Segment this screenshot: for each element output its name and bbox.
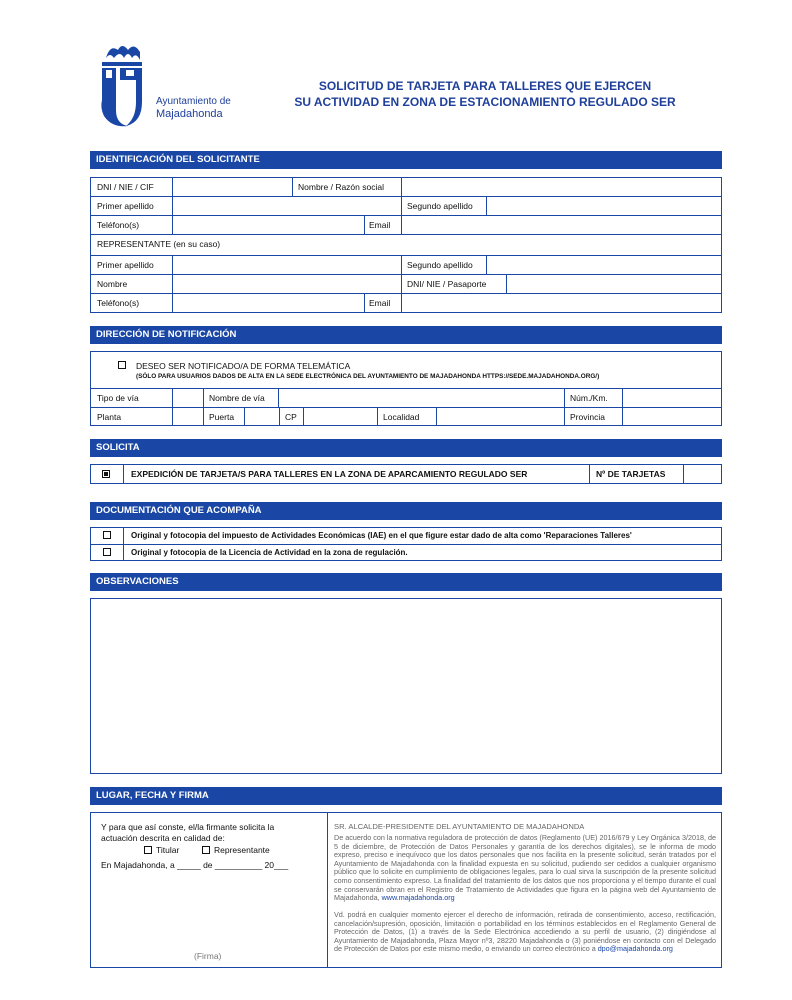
label-doc-iae: Original y fotocopia del impuesto de Actividades Económicas (IAE) en el que figure estar dado de alta como 'Reparaciones Talleres' [131,531,632,540]
telematica-note: (SÓLO PARA USUARIOS DADOS DE ALTA EN LA SEDE ELECTRÓNICA DEL AYUNTAMIENTO DE MAJADAHONDA HTTPS://SEDE.MAJADAHONDA.ORG/) [136,373,600,380]
telematica-checkbox[interactable] [118,361,126,369]
doc-iae-checkbox[interactable] [103,531,111,539]
primer-apellido-field[interactable] [173,197,400,214]
email-field[interactable] [402,216,721,233]
alcalde-label: SR. ALCALDE-PRESIDENTE DEL AYUNTAMIENTO DE MAJADAHONDA [334,822,585,831]
rep-primer-apellido-field[interactable] [173,256,400,273]
section-header-direccion: DIRECCIÓN DE NOTIFICACIÓN [90,326,722,344]
label-planta: Planta [97,412,122,422]
label-localidad: Localidad [383,412,420,422]
label-telematica: DESEO SER NOTIFICADO/A DE FORMA TELEMÁTICA [136,361,351,371]
firma-intro-line2: actuación descrita en calidad de: [101,833,225,843]
provincia-field[interactable] [623,408,721,425]
label-rep-nombre: Nombre [97,279,128,289]
label-segundo-apellido: Segundo apellido [407,201,473,211]
tipo-via-field[interactable] [173,389,202,406]
label-rep-telefono: Teléfono(s) [97,298,140,308]
firma-label: (Firma) [194,951,222,961]
rep-nombre-field[interactable] [173,275,400,292]
section-header-observaciones: OBSERVACIONES [90,573,722,591]
legal-text-1: De acuerdo con la normativa reguladora de protección de datos (Reglamento (UE) 2016/679 y Ley Orgánica 3/2018, de 5 de diciembre, de Protección de Datos Personales y garantía de los derechos digitales), se le informa de modo expreso, preciso e inequívoco que los datos personales que nos facilita en la presente solicitud, serán tratados por el Ayuntamiento de Majadahonda con la finalidad expuesta en su solicitud, pudiendo ser cedidos a cualquier organismo público que lo solicite en cumplimiento de obligaciones legales, para lo cual sirva la suscripción de la presente solicitud como consentimiento expreso. La finalidad del tratamiento de los datos que nos proporciona y el tiempo durante el cual se conservarán obran en el Registro de Tratamiento de Actividades que figura en la página web del Ayuntamiento de Majadahonda, www.majadahonda.org [334,833,716,903]
label-rep-dni: DNI/ NIE / Pasaporte [407,279,487,289]
logo-text-line1: Ayuntamiento de [156,96,231,107]
label-num-km: Núm./Km. [570,393,608,403]
label-representante-firma: Representante [214,845,270,855]
section-header-firma: LUGAR, FECHA Y FIRMA [90,787,722,805]
label-nombre-via: Nombre de vía [209,393,265,403]
doc-licencia-checkbox[interactable] [103,548,111,556]
label-rep-segundo-apellido: Segundo apellido [407,260,473,270]
dpo-email-link[interactable]: dpo@majadahonda.org [597,944,673,954]
nombre-razon-field[interactable] [402,178,721,195]
telefono-field[interactable] [173,216,363,233]
label-rep-email: Email [369,298,391,308]
municipal-logo-icon [96,40,152,130]
logo-text-line2: Majadahonda [156,108,223,120]
expedicion-checkbox[interactable] [102,470,110,478]
localidad-field[interactable] [437,408,563,425]
observaciones-textarea[interactable] [90,598,722,774]
page-title-line2: SU ACTIVIDAD EN ZONA DE ESTACIONAMIENTO REGULADO SER [294,95,676,109]
label-cp: CP [285,412,297,422]
label-telefono: Teléfono(s) [97,220,140,230]
firma-intro-line1: Y para que así conste, el/la firmante solicita la [101,822,275,832]
label-puerta: Puerta [209,412,235,422]
section-header-solicita: SOLICITA [90,439,722,457]
rep-dni-field[interactable] [507,275,721,292]
cp-field[interactable] [304,408,376,425]
label-num-tarjetas: Nº DE TARJETAS [596,469,666,479]
section-header-documentacion: DOCUMENTACIÓN QUE ACOMPAÑA [90,502,722,520]
label-doc-licencia: Original y fotocopia de la Licencia de Actividad en la zona de regulación. [131,548,408,557]
dni-field[interactable] [173,178,291,195]
label-provincia: Provincia [570,412,605,422]
page-title-line1: SOLICITUD DE TARJETA PARA TALLERES QUE EJERCEN [318,79,652,93]
label-representante: REPRESENTANTE (en su caso) [97,239,221,249]
rep-segundo-apellido-field[interactable] [487,256,721,273]
nombre-via-field[interactable] [279,389,563,406]
legal-text-2: Vd. podrá en cualquier momento ejercer el derecho de información, retirada de consentimiento, acceso, rectificación, cancelación/supresión, oposición, limitación o portabilidad en los términos establecidos en el Reglamento General de Protección de Datos, (1) a través de la Sede Electrónica accediendo a su perfil de usuario, (2) dirigiéndose al Ayuntamiento de Majadahonda, Plaza Mayor nº3, 28220 Majadahonda o (3) poniéndose en contacto con el Delegado de Protección de Datos por este mismo medio, o enviando un correo electrónico a dpo@majadahonda.org [334,910,716,954]
firma-lugar-fecha: En Majadahonda, a _____ de __________ 20___ [101,860,289,870]
label-rep-primer-apellido: Primer apellido [97,260,154,270]
titular-checkbox[interactable] [144,846,152,854]
planta-field[interactable] [173,408,202,425]
num-km-field[interactable] [623,389,721,406]
puerta-field[interactable] [245,408,278,425]
section-header-identificacion: IDENTIFICACIÓN DEL SOLICITANTE [90,151,722,169]
representante-checkbox[interactable] [202,846,210,854]
label-expedicion: EXPEDICIÓN DE TARJETA/S PARA TALLERES EN LA ZONA DE APARCAMIENTO REGULADO SER [131,469,528,479]
segundo-apellido-field[interactable] [487,197,721,214]
label-dni: DNI / NIE / CIF [97,182,154,192]
label-email: Email [369,220,391,230]
label-titular: Titular [156,845,180,855]
num-tarjetas-field[interactable] [684,465,721,483]
rep-telefono-field[interactable] [173,294,363,312]
label-nombre-razon: Nombre / Razón social [298,182,384,192]
web-link[interactable]: www.majadahonda.org [381,893,455,903]
label-tipo-via: Tipo de vía [97,393,139,403]
rep-email-field[interactable] [402,294,721,312]
label-primer-apellido: Primer apellido [97,201,154,211]
